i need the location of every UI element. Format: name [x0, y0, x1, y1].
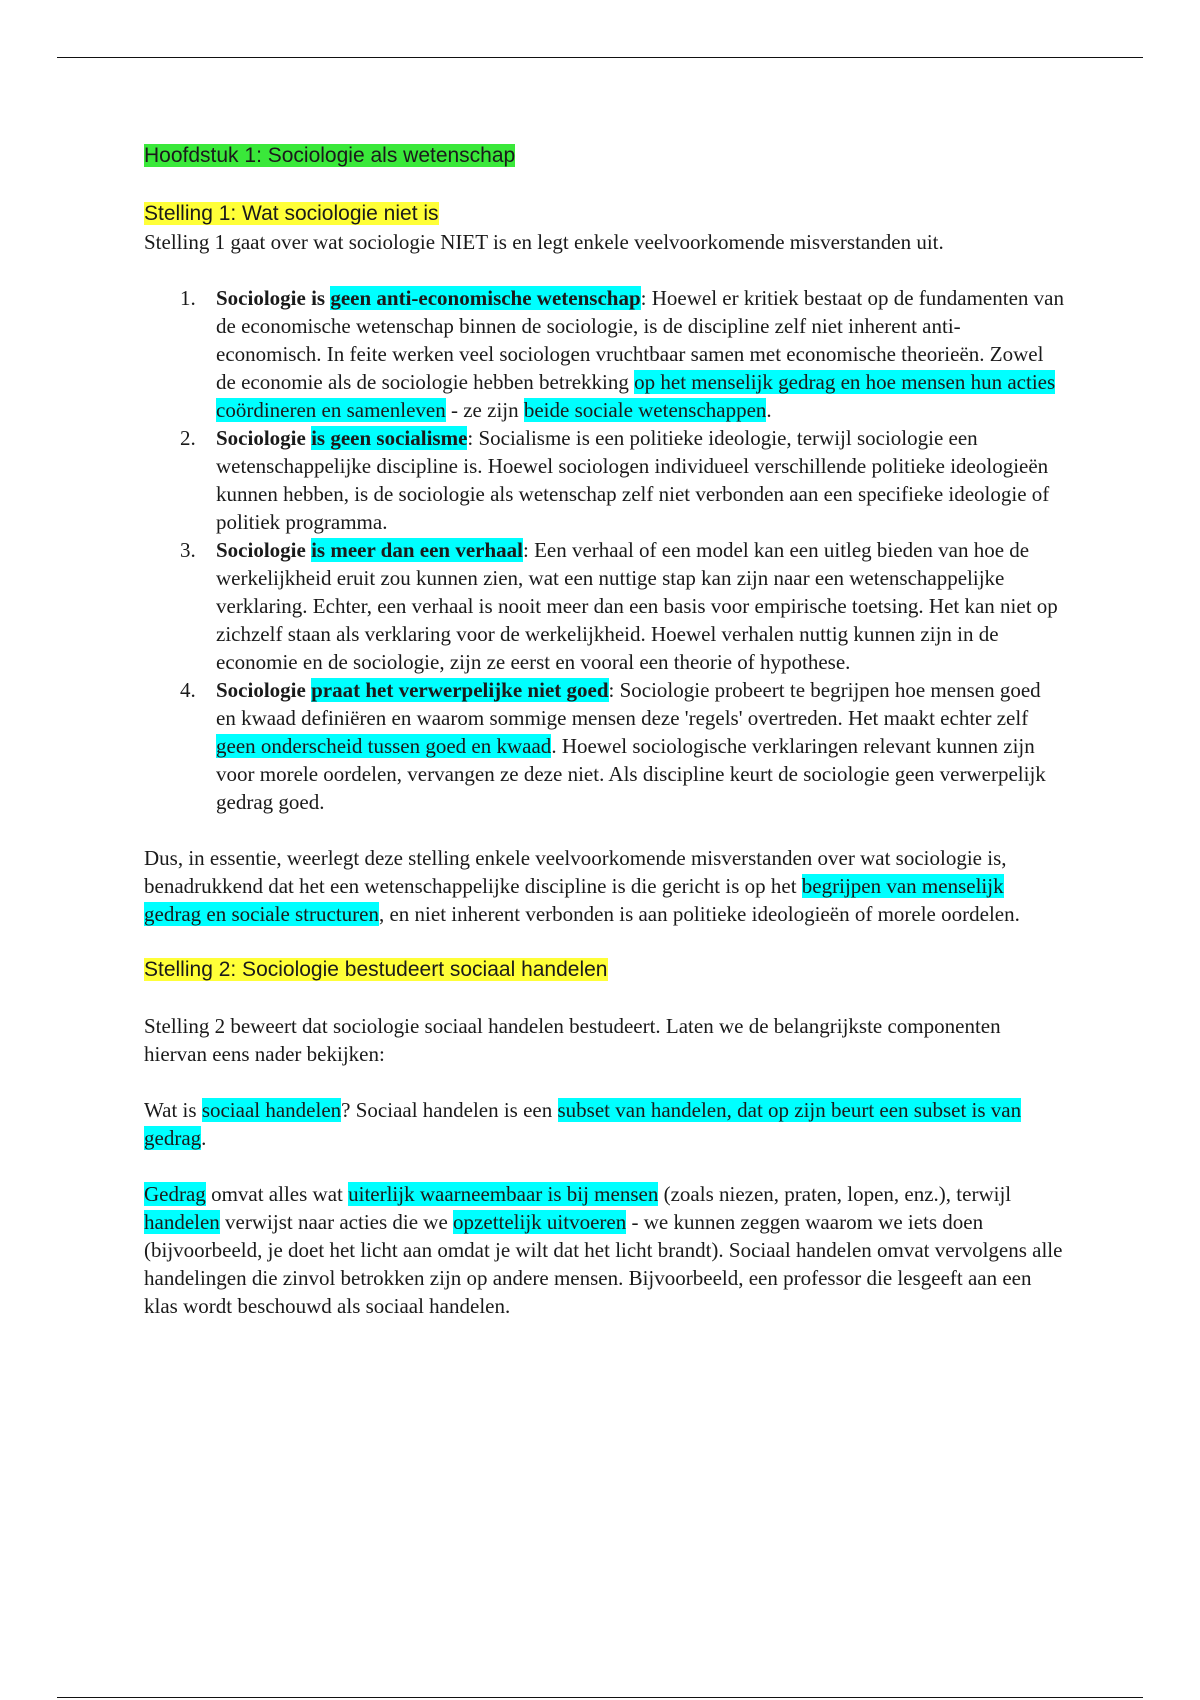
list-item — [180, 536, 1064, 676]
section-title-stelling-1 — [144, 200, 1064, 228]
summary-text-2: , en niet inherent verbonden is aan politieke ideologieën of morele oordelen. — [378, 902, 1020, 926]
section-title-text: Stelling 2: Sociologie bestudeert sociaal handelen — [144, 958, 608, 981]
summary-highlight: begrijpen van menselijk gedrag en sociale structuren — [144, 874, 1004, 926]
item-lead: Sociologie is — [216, 286, 326, 310]
item-highlight: praat het verwerpelijke niet goed — [311, 678, 609, 702]
stelling-1-summary — [144, 844, 1064, 928]
term-highlight: subset van handelen, dat op zijn beurt een subset is van gedrag — [144, 1098, 1022, 1150]
stelling-2-intro: Stelling 2 beweert dat sociologie sociaal handelen bestudeert. Laten we de belangrijkste componenten hiervan eens nader bekijken: — [144, 1014, 1001, 1066]
term-highlight: sociaal handelen — [201, 1098, 342, 1122]
list-item — [180, 424, 1064, 536]
list-item — [180, 284, 1064, 424]
list-item — [180, 676, 1064, 816]
section-title-text: Stelling 1: Wat sociologie niet is — [144, 202, 439, 225]
item-highlight: is meer dan een verhaal — [311, 538, 523, 562]
page-top-rule — [57, 57, 1143, 58]
item-lead: Sociologie — [216, 426, 306, 450]
paragraph-text: Wat is — [144, 1098, 202, 1122]
gedrag-handelen-explanation — [144, 1180, 1064, 1320]
item-text: : Socialisme is een politieke ideologie, terwijl sociologie een wetenschappelijke discipline is. Hoewel sociologen individueel verschillende politieke ideologieën kunnen hebben, is de sociologie als wetenschap zelf niet verbonden aan een specifieke ideologie of politiek programma. — [216, 426, 1050, 534]
stelling-1-intro: Stelling 1 gaat over wat sociologie NIET is en legt enkele veelvoorkomende misverstanden uit. — [144, 230, 944, 254]
item-lead: Sociologie — [216, 678, 306, 702]
paragraph-text: . — [201, 1126, 207, 1150]
item-text-3: . — [766, 398, 772, 422]
paragraph-text: - we kunnen zeggen waarom we iets doen (bijvoorbeeld, je doet het licht aan omdat je wilt dat het licht brandt). Sociaal handelen omvat vervolgens alle handelingen die zinvol betrokken zijn op andere mensen. Bijvoorbeeld, een professor die lesgeeft aan een klas wordt beschouwd als sociaal handelen. — [144, 1210, 1063, 1318]
item-highlight-2: geen onderscheid tussen goed en kwaad — [216, 734, 552, 758]
item-text: : Sociologie probeert te begrijpen hoe mensen goed en kwaad definiëren en waarom sommige mensen deze 'regels' overtreden. Het maakt echter zelf — [216, 678, 1041, 730]
chapter-title-text: Hoofdstuk 1: Sociologie als wetenschap — [144, 144, 516, 167]
item-text-2: . Hoewel sociologische verklaringen relevant kunnen zijn voor morele oordelen, vervangen ze deze niet. Als discipline keurt de sociologie geen verwerpelijk gedrag goed. — [216, 734, 1046, 814]
list-number: 1. — [180, 286, 196, 310]
paragraph-text: omvat alles wat — [205, 1182, 349, 1206]
item-lead: Sociologie — [216, 538, 306, 562]
term-highlight: handelen — [144, 1210, 220, 1234]
summary-text: Dus, in essentie, weerlegt deze stelling enkele veelvoorkomende misverstanden over wat sociologie is, benadrukkend dat het een wetenschappelijke discipline is die gericht is op het — [144, 846, 1007, 898]
item-highlight: is geen socialisme — [311, 426, 468, 450]
section-title-stelling-2 — [144, 956, 1064, 984]
list-number: 3. — [180, 538, 196, 562]
paragraph-text: verwijst naar acties die we — [219, 1210, 454, 1234]
item-highlight-3: beide sociale wetenschappen — [523, 398, 767, 422]
sociaal-handelen-definition — [144, 1096, 1064, 1152]
term-highlight: opzettelijk uitvoeren — [453, 1210, 627, 1234]
item-text: : Hoewel er kritiek bestaat op de fundamenten van de economische wetenschap binnen de sociologie, is de discipline zelf niet inherent anti-economisch. In feite werken veel sociologen vruchtbaar samen met economische theorieën. Zowel de economie als de sociologie hebben betrekking — [216, 286, 1064, 394]
chapter-title — [144, 142, 1064, 170]
item-highlight: geen anti-economische wetenschap — [330, 286, 641, 310]
list-number: 2. — [180, 426, 196, 450]
list-number: 4. — [180, 678, 196, 702]
item-text-2: - ze zijn — [445, 398, 524, 422]
term-highlight: Gedrag — [144, 1182, 206, 1206]
misconceptions-list — [144, 284, 1064, 816]
paragraph-text: (zoals niezen, praten, lopen, enz.), terwijl — [658, 1182, 1012, 1206]
paragraph-text: ? Sociaal handelen is een — [341, 1098, 558, 1122]
term-highlight: uiterlijk waarneembaar is bij mensen — [348, 1182, 659, 1206]
item-text: : Een verhaal of een model kan een uitleg bieden van hoe de werkelijkheid eruit zou kunnen zien, wat een nuttige stap kan zijn naar een wetenschappelijke verklaring. Echter, een verhaal is nooit meer dan een basis voor empirische toetsing. Het kan niet op zichzelf staan als verklaring voor de werkelijkheid. Hoewel verhalen nuttig kunnen zijn in de economie en de sociologie, zijn ze eerst en vooral een theorie of hypothese. — [216, 538, 1058, 674]
item-highlight-2: op het menselijk gedrag en hoe mensen hun acties coördineren en samenleven — [216, 370, 1056, 422]
document-page — [144, 142, 1064, 1320]
page-bottom-rule — [57, 1697, 1143, 1698]
